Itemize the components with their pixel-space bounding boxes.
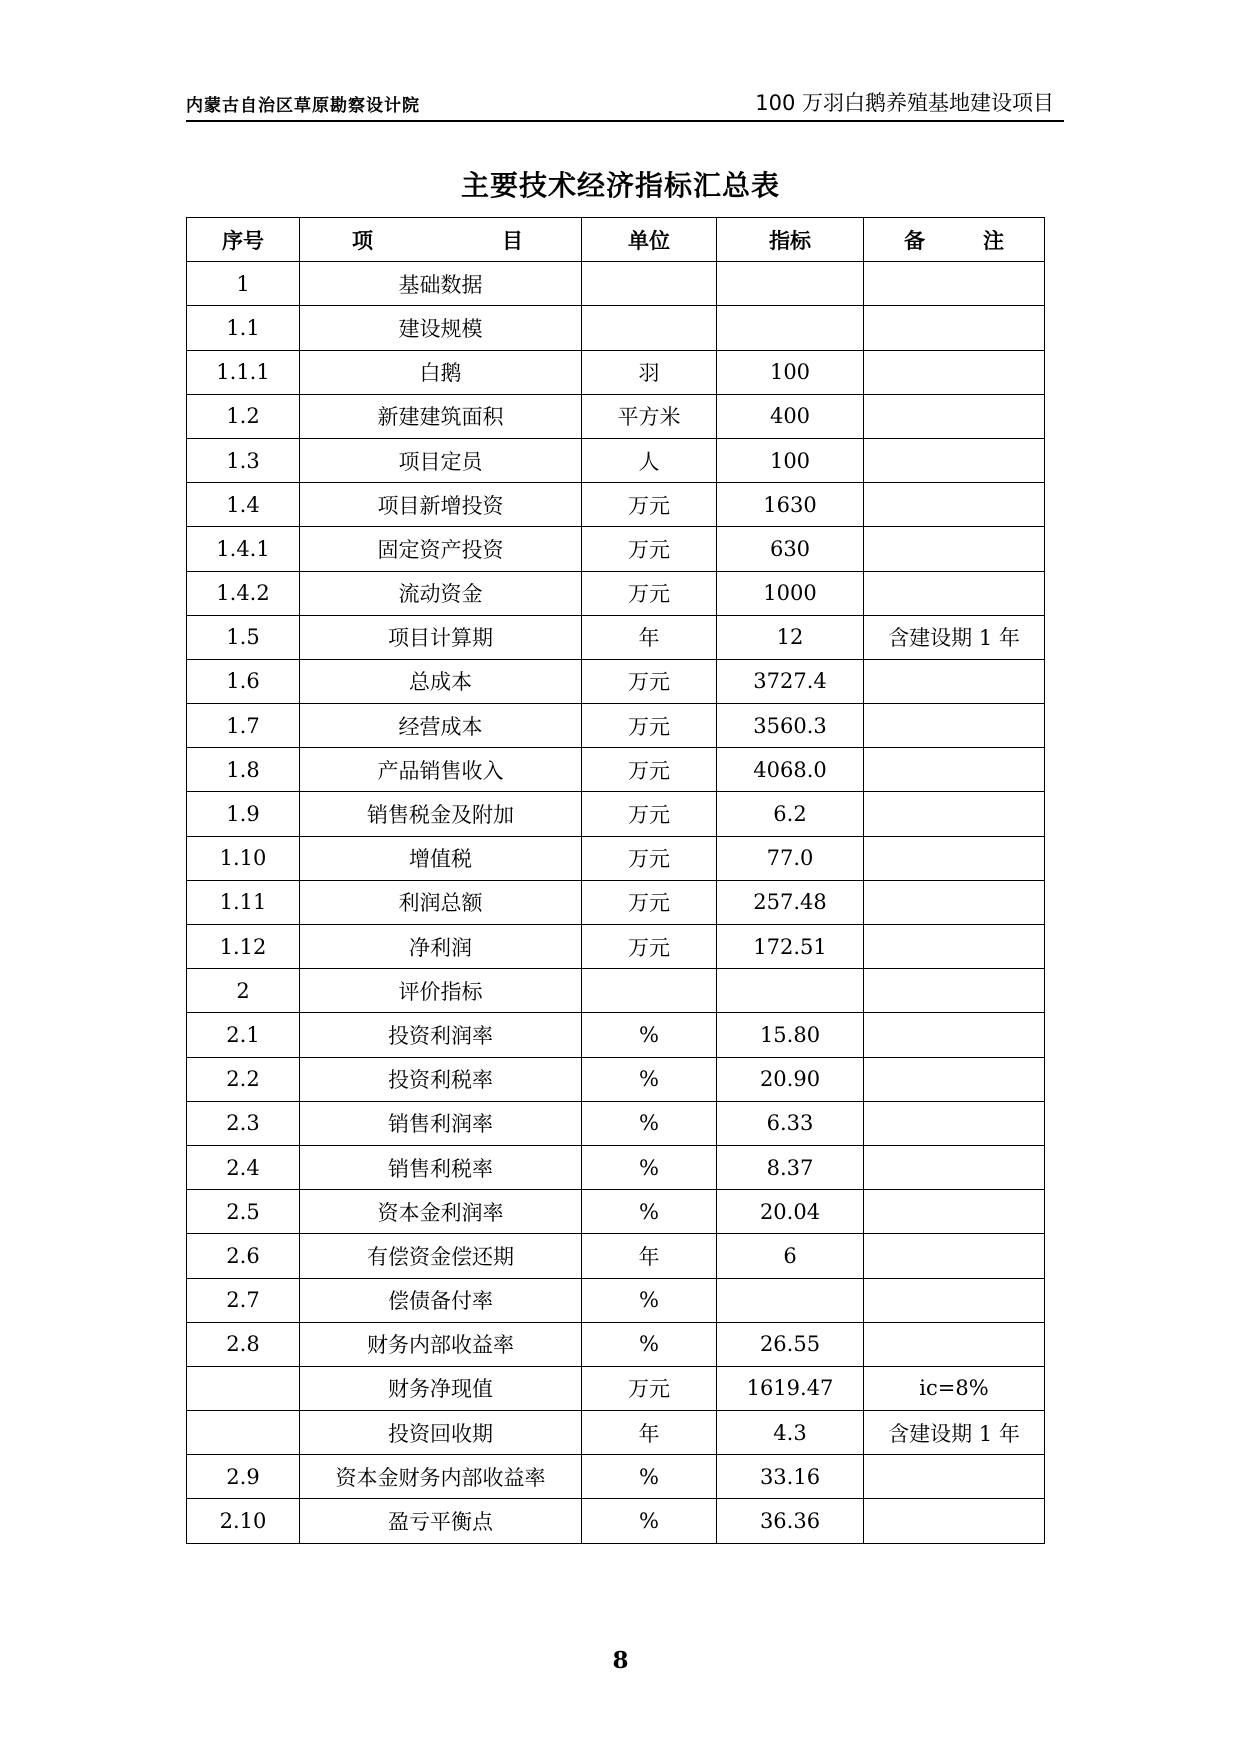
cell-note [864,969,1045,1013]
table-row [187,1366,1045,1410]
cell-unit: % [582,1499,717,1543]
cell-value [717,969,864,1013]
cell-item: 经营成本 [300,704,582,748]
cell-item: 项目新增投资 [300,483,582,527]
column-header-value: 指标 [717,218,864,262]
table-title: 主要技术经济指标汇总表 [460,169,780,202]
cell-unit: % [582,1455,717,1499]
cell-note [864,571,1045,615]
cell-note [864,527,1045,571]
page-header [186,86,1064,122]
cell-note [864,704,1045,748]
cell-value: 36.36 [717,1499,864,1543]
cell-unit: 年 [582,1411,717,1455]
cell-unit: 万元 [582,748,717,792]
cell-seq: 2.1 [187,1013,300,1057]
cell-item: 固定资产投资 [300,527,582,571]
column-header-item-part: 项 [352,228,373,253]
cell-unit: % [582,1145,717,1189]
table-row [187,836,1045,880]
cell-value: 4.3 [717,1411,864,1455]
cell-value: 77.0 [717,836,864,880]
cell-note [864,1145,1045,1189]
cell-unit: 万元 [582,659,717,703]
cell-item: 利润总额 [300,880,582,924]
cell-value: 1000 [717,571,864,615]
cell-note [864,1278,1045,1322]
cell-value: 1630 [717,483,864,527]
cell-item: 项目定员 [300,438,582,482]
table-row [187,704,1045,748]
cell-seq: 2.7 [187,1278,300,1322]
cell-value: 20.90 [717,1057,864,1101]
cell-seq: 1.8 [187,748,300,792]
cell-item: 新建建筑面积 [300,394,582,438]
cell-seq: 1 [187,262,300,306]
table-row [187,527,1045,571]
table-row [187,438,1045,482]
cell-seq: 1.12 [187,925,300,969]
cell-value: 6 [717,1234,864,1278]
table-row [187,659,1045,703]
cell-value: 15.80 [717,1013,864,1057]
cell-item: 财务净现值 [300,1366,582,1410]
cell-value: 3560.3 [717,704,864,748]
table-row [187,1013,1045,1057]
cell-note [864,1455,1045,1499]
cell-item: 销售利润率 [300,1101,582,1145]
cell-note [864,1234,1045,1278]
cell-unit: 万元 [582,704,717,748]
cell-note [864,748,1045,792]
cell-item: 偿债备付率 [300,1278,582,1322]
cell-value: 257.48 [717,880,864,924]
cell-note [864,394,1045,438]
table-row [187,1234,1045,1278]
cell-note [864,262,1045,306]
table-header [187,218,1045,262]
cell-item: 投资利税率 [300,1057,582,1101]
cell-value: 6.33 [717,1101,864,1145]
cell-seq: 1.3 [187,438,300,482]
cell-item: 增值税 [300,836,582,880]
table-row [187,1145,1045,1189]
cell-seq: 1.2 [187,394,300,438]
cell-seq: 1.9 [187,792,300,836]
cell-value: 33.16 [717,1455,864,1499]
table-row [187,615,1045,659]
cell-value: 8.37 [717,1145,864,1189]
cell-seq: 2.2 [187,1057,300,1101]
table-body [187,262,1045,1543]
cell-note: ic=8% [864,1366,1045,1410]
cell-note [864,880,1045,924]
cell-item: 投资回收期 [300,1411,582,1455]
column-header-seq: 序号 [187,218,300,262]
cell-seq: 1.1.1 [187,350,300,394]
cell-seq: 1.7 [187,704,300,748]
cell-unit: 平方米 [582,394,717,438]
cell-unit [582,262,717,306]
cell-note [864,1013,1045,1057]
table-row [187,394,1045,438]
table-row [187,1499,1045,1543]
cell-unit [582,969,717,1013]
cell-seq: 1.10 [187,836,300,880]
cell-item: 投资利润率 [300,1013,582,1057]
table-row [187,969,1045,1013]
cell-seq: 2.10 [187,1499,300,1543]
cell-seq: 1.11 [187,880,300,924]
cell-unit: 万元 [582,483,717,527]
cell-item: 净利润 [300,925,582,969]
table-row [187,483,1045,527]
cell-seq: 2.6 [187,1234,300,1278]
cell-note [864,659,1045,703]
cell-value [717,262,864,306]
cell-unit: 万元 [582,527,717,571]
cell-value: 3727.4 [717,659,864,703]
column-header-note [864,218,1045,262]
page-number: 8 [612,1647,629,1674]
cell-unit: % [582,1322,717,1366]
table-row [187,1278,1045,1322]
cell-value: 100 [717,350,864,394]
table-row [187,748,1045,792]
cell-unit: 羽 [582,350,717,394]
cell-note [864,438,1045,482]
cell-seq: 2 [187,969,300,1013]
cell-item: 有偿资金偿还期 [300,1234,582,1278]
cell-seq: 2.8 [187,1322,300,1366]
cell-note: 含建设期 1 年 [864,615,1045,659]
cell-seq: 2.9 [187,1455,300,1499]
cell-note [864,483,1045,527]
cell-value: 630 [717,527,864,571]
cell-note [864,1057,1045,1101]
table-row [187,1322,1045,1366]
cell-seq [187,1411,300,1455]
column-header-note-part: 备 [904,228,925,253]
cell-item: 资本金利润率 [300,1190,582,1234]
cell-item: 建设规模 [300,306,582,350]
cell-unit: 万元 [582,1366,717,1410]
cell-item: 财务内部收益率 [300,1322,582,1366]
cell-value: 20.04 [717,1190,864,1234]
cell-unit: % [582,1278,717,1322]
cell-unit: 年 [582,615,717,659]
cell-note [864,306,1045,350]
cell-note: 含建设期 1 年 [864,1411,1045,1455]
cell-note [864,1190,1045,1234]
cell-unit: 万元 [582,792,717,836]
indicators-table [186,217,1045,1544]
table-row [187,925,1045,969]
cell-value: 172.51 [717,925,864,969]
cell-item: 盈亏平衡点 [300,1499,582,1543]
cell-unit: 万元 [582,925,717,969]
table-row [187,262,1045,306]
cell-unit: 年 [582,1234,717,1278]
table-row [187,1190,1045,1234]
cell-unit: % [582,1101,717,1145]
table-row [187,571,1045,615]
cell-seq: 1.4 [187,483,300,527]
cell-value: 6.2 [717,792,864,836]
cell-note [864,792,1045,836]
cell-unit: 人 [582,438,717,482]
cell-note [864,1101,1045,1145]
cell-item: 资本金财务内部收益率 [300,1455,582,1499]
table-row [187,1455,1045,1499]
cell-seq [187,1366,300,1410]
cell-item: 流动资金 [300,571,582,615]
cell-item: 总成本 [300,659,582,703]
cell-unit: 万元 [582,880,717,924]
cell-value: 400 [717,394,864,438]
table-row [187,792,1045,836]
cell-unit: % [582,1190,717,1234]
cell-item: 白鹅 [300,350,582,394]
cell-seq: 2.4 [187,1145,300,1189]
cell-item: 基础数据 [300,262,582,306]
cell-seq: 1.1 [187,306,300,350]
cell-value: 1619.47 [717,1366,864,1410]
column-header-item [300,218,582,262]
header-organization: 内蒙古自治区草原勘察设计院 [186,96,420,116]
cell-note [864,350,1045,394]
cell-seq: 2.3 [187,1101,300,1145]
cell-unit: 万元 [582,836,717,880]
cell-seq: 1.6 [187,659,300,703]
cell-value: 26.55 [717,1322,864,1366]
cell-value: 4068.0 [717,748,864,792]
cell-seq: 1.4.2 [187,571,300,615]
cell-seq: 2.5 [187,1190,300,1234]
table-row [187,1057,1045,1101]
cell-note [864,1322,1045,1366]
cell-value [717,1278,864,1322]
column-header-unit: 单位 [582,218,717,262]
cell-unit [582,306,717,350]
cell-unit: % [582,1013,717,1057]
cell-unit: 万元 [582,571,717,615]
header-project-title: 100 万羽白鹅养殖基地建设项目 [755,91,1054,115]
cell-value [717,306,864,350]
cell-value: 100 [717,438,864,482]
cell-item: 项目计算期 [300,615,582,659]
table-row [187,306,1045,350]
table-row [187,1411,1045,1455]
cell-item: 销售税金及附加 [300,792,582,836]
table-row [187,1101,1045,1145]
cell-item: 评价指标 [300,969,582,1013]
cell-item: 产品销售收入 [300,748,582,792]
cell-note [864,1499,1045,1543]
column-header-item-part: 目 [502,228,523,253]
cell-item: 销售利税率 [300,1145,582,1189]
cell-note [864,925,1045,969]
table-row [187,350,1045,394]
cell-seq: 1.4.1 [187,527,300,571]
cell-seq: 1.5 [187,615,300,659]
header-row [187,218,1045,262]
column-header-note-part: 注 [983,228,1004,253]
cell-note [864,836,1045,880]
table-row [187,880,1045,924]
cell-unit: % [582,1057,717,1101]
cell-value: 12 [717,615,864,659]
